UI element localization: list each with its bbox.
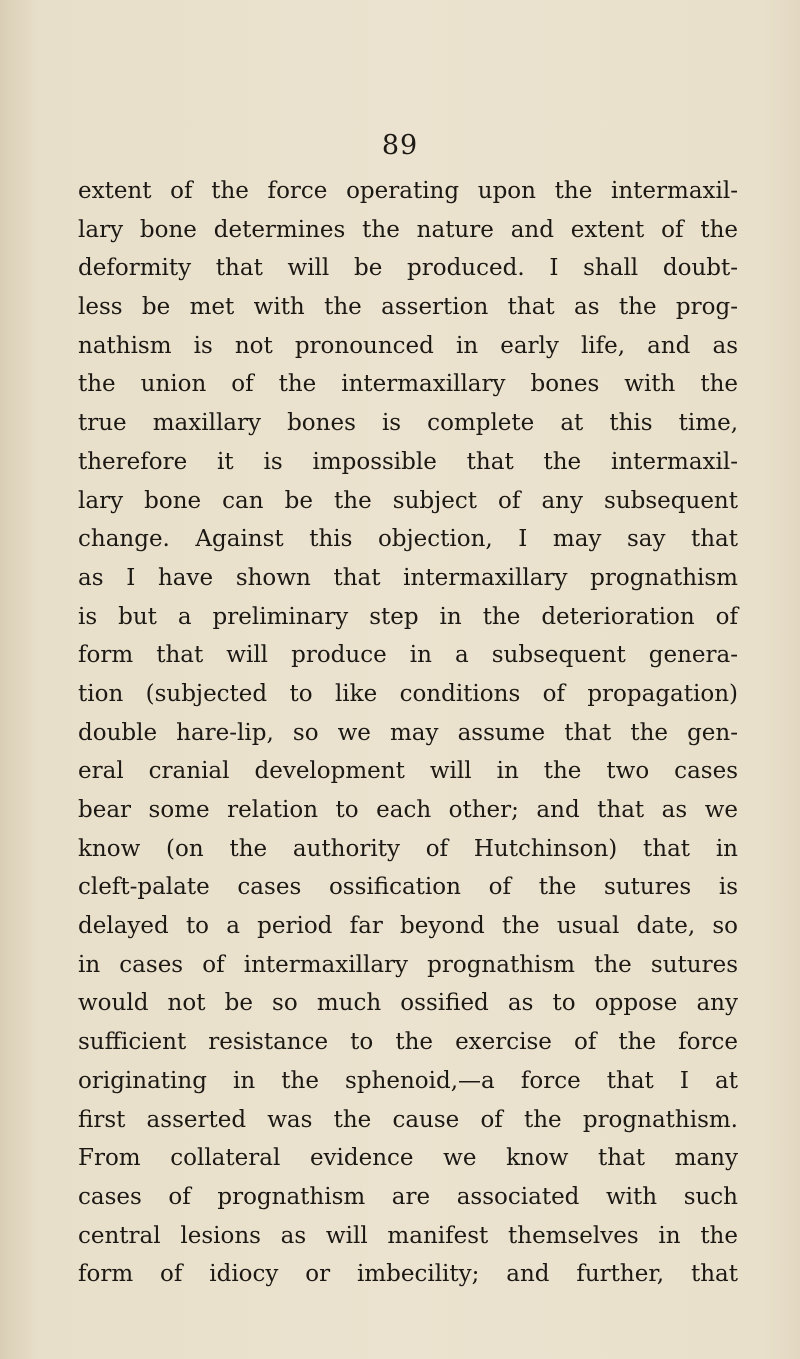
- text-line: nathism is not pronounced in early life, and as: [78, 332, 738, 359]
- text-line: lary bone can be the subject of any subsequent: [78, 487, 738, 514]
- text-line: cleft-palate cases ossification of the sutures is: [78, 874, 738, 901]
- text-line: true maxillary bones is complete at this time,: [78, 410, 738, 437]
- text-line: cases of prognathism are associated with such: [78, 1183, 738, 1210]
- text-line: delayed to a period far beyond the usual date, so: [78, 913, 738, 940]
- page-number: 89: [381, 130, 419, 161]
- text-line: as I have shown that intermaxillary prognathism: [78, 564, 738, 591]
- text-line: central lesions as will manifest themselves in the: [78, 1222, 738, 1249]
- text-line: lary bone determines the nature and extent of the: [78, 216, 738, 243]
- text-line: change. Against this objection, I may say that: [78, 526, 738, 553]
- text-line: therefore it is impossible that the intermaxil-: [78, 448, 738, 475]
- text-line: tion (subjected to like conditions of propagation): [78, 680, 738, 707]
- text-line: sufficient resistance to the exercise of the force: [78, 1029, 738, 1056]
- text-line: eral cranial development will in the two cases: [78, 758, 738, 785]
- text-line: first asserted was the cause of the prognathism.: [78, 1106, 738, 1133]
- text-line: in cases of intermaxillary prognathism the sutures: [78, 951, 738, 978]
- text-line: know (on the authority of Hutchinson) that in: [78, 835, 738, 862]
- text-line: deformity that will be produced. I shall doubt-: [78, 255, 738, 282]
- text-line: originating in the sphenoid,—a force that I at: [78, 1067, 738, 1094]
- text-line: form that will produce in a subsequent genera-: [78, 642, 738, 669]
- text-line: would not be so much ossified as to oppose any: [78, 990, 738, 1017]
- text-line: From collateral evidence we know that many: [78, 1145, 738, 1172]
- body-text: [78, 172, 738, 1294]
- text-line: the union of the intermaxillary bones with the: [78, 371, 738, 398]
- text-line: less be met with the assertion that as the prog-: [78, 294, 738, 321]
- text-line: is but a preliminary step in the deterioration of: [78, 603, 738, 630]
- text-line: extent of the force operating upon the intermaxil-: [78, 178, 738, 204]
- text-line: double hare-lip, so we may assume that the gen-: [78, 719, 738, 746]
- text-line: form of idiocy or imbecility; and further, that: [78, 1261, 738, 1288]
- text-line: bear some relation to each other; and that as we: [78, 797, 738, 823]
